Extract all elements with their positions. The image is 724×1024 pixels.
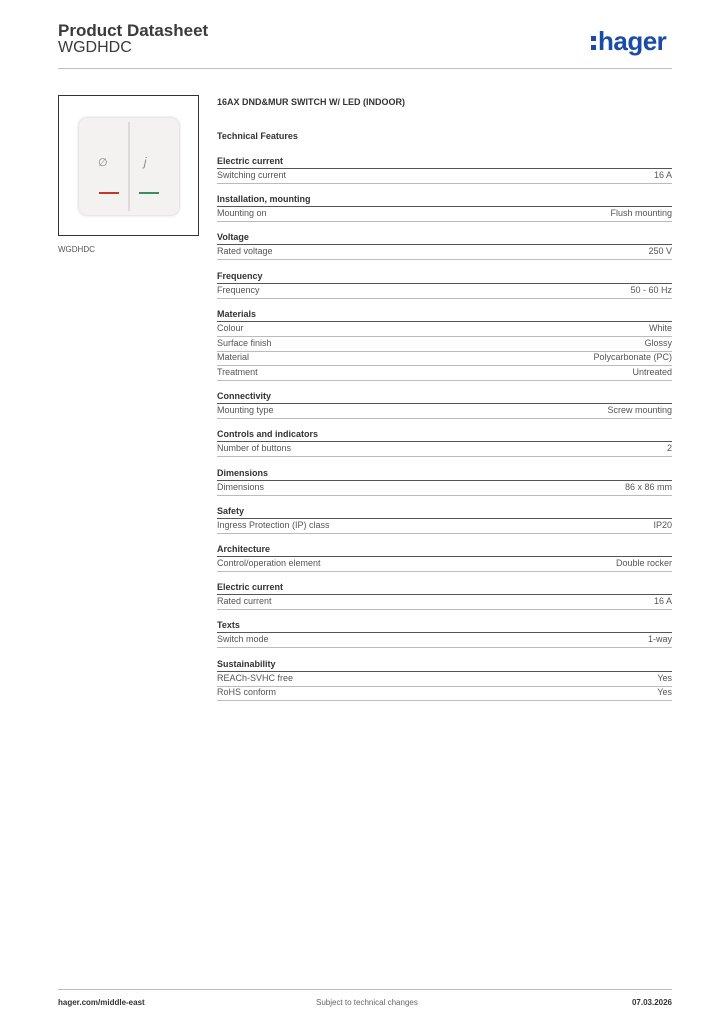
spec-label: Mounting on	[217, 208, 267, 219]
spec-group-title: Electric current	[217, 156, 284, 166]
spec-label: REACh-SVHC free	[217, 672, 294, 683]
spec-label: Treatment	[217, 366, 258, 377]
rocker-divider	[128, 122, 130, 211]
spec-row-divider	[217, 609, 672, 610]
image-caption: WGDHDC	[58, 245, 95, 254]
hager-logo	[591, 27, 666, 55]
page-title: Product Datasheet	[58, 21, 209, 40]
spec-label: Colour	[217, 322, 244, 333]
spec-row-divider	[217, 456, 672, 457]
spec-value: Yes	[657, 687, 672, 698]
spec-group-title: Voltage	[217, 232, 249, 243]
spec-value: Double rocker	[615, 557, 672, 568]
spec-row	[217, 352, 672, 366]
spec-label: Mounting type	[217, 405, 274, 416]
spec-group-divider	[217, 441, 672, 442]
spec-row	[217, 246, 672, 260]
footer-date: 07.03.2026	[631, 998, 672, 1007]
spec-label: RoHS conform	[217, 687, 277, 698]
do-not-disturb-icon: ∅	[98, 157, 108, 169]
spec-group-title: Installation, mounting	[217, 194, 311, 205]
spec-group-title: Texts	[217, 620, 240, 631]
spec-group-divider	[217, 244, 672, 245]
spec-value: 2	[666, 443, 672, 454]
spec-group-title: Sustainability	[217, 658, 276, 669]
spec-row-divider	[217, 298, 672, 299]
spec-row	[217, 482, 672, 496]
spec-group-title: Connectivity	[217, 391, 272, 402]
spec-row-divider	[217, 221, 672, 222]
spec-value: Glossy	[644, 337, 672, 348]
spec-label: Frequency	[217, 284, 260, 295]
spec-label: Control/operation element	[217, 557, 321, 568]
spec-group-divider	[217, 321, 672, 322]
spec-group-divider	[217, 632, 672, 633]
spec-row-divider	[217, 418, 672, 419]
red-led-indicator	[99, 192, 119, 194]
spec-row-divider	[217, 571, 672, 572]
spec-row-divider	[217, 647, 672, 648]
product-name: 16AX DND&MUR SWITCH W/ LED (INDOOR)	[217, 97, 405, 107]
spec-row	[217, 170, 672, 184]
spec-row-divider	[217, 700, 672, 701]
logo-colon-icon	[591, 31, 596, 51]
technical-features-title: Technical Features	[217, 131, 298, 141]
spec-group-divider	[217, 403, 672, 404]
spec-value: Polycarbonate (PC)	[593, 352, 672, 363]
spec-group-divider	[217, 283, 672, 284]
footer-divider	[58, 989, 672, 990]
spec-value: White	[648, 322, 672, 333]
product-code: WGDHDC	[58, 39, 132, 56]
spec-value: Screw mounting	[607, 405, 672, 416]
spec-group-title: Materials	[217, 308, 257, 319]
spec-label: Material	[217, 352, 250, 363]
switch-plate-image	[79, 118, 179, 215]
spec-row	[217, 285, 672, 299]
logo-text: hager	[598, 26, 667, 56]
spec-row	[217, 443, 672, 457]
spec-row-divider	[217, 495, 672, 496]
spec-label: Rated voltage	[217, 246, 273, 257]
spec-group-divider	[217, 480, 672, 481]
footer-notice: Subject to technical changes	[316, 998, 418, 1007]
spec-row-divider	[217, 533, 672, 534]
spec-value: Untreated	[632, 366, 672, 377]
spec-label: Switch mode	[217, 634, 269, 645]
spec-label: Surface finish	[217, 337, 272, 348]
spec-row	[217, 687, 672, 701]
spec-group-title: Dimensions	[217, 467, 269, 478]
spec-group-title: Safety	[217, 505, 245, 516]
spec-value: Yes	[657, 672, 672, 683]
spec-group-divider	[217, 518, 672, 519]
spec-label: Ingress Protection (IP) class	[217, 519, 330, 530]
spec-label: Switching current	[217, 170, 287, 180]
spec-label: Dimensions	[217, 481, 265, 492]
spec-group-divider	[217, 168, 672, 169]
green-led-indicator	[139, 192, 159, 194]
make-up-room-icon: 𝑗	[143, 155, 147, 169]
spec-group-divider	[217, 206, 672, 207]
spec-group-divider	[217, 671, 672, 672]
spec-group-title: Controls and indicators	[217, 429, 319, 440]
spec-value: Flush mounting	[610, 208, 672, 219]
spec-value: 50 - 60 Hz	[630, 284, 672, 295]
spec-row	[217, 634, 672, 648]
spec-group-divider	[217, 594, 672, 595]
spec-row-divider	[217, 259, 672, 260]
spec-group-title: Architecture	[217, 543, 271, 554]
spec-row	[217, 673, 672, 687]
spec-row	[217, 367, 672, 381]
spec-value: 86 x 86 mm	[624, 481, 672, 492]
spec-group-title: Frequency	[217, 270, 263, 281]
spec-group-divider	[217, 556, 672, 557]
spec-row	[217, 520, 672, 534]
spec-row	[217, 405, 672, 419]
spec-row	[217, 338, 672, 352]
spec-value: 16 A	[653, 170, 672, 180]
spec-value: IP20	[653, 519, 672, 530]
product-image-frame	[58, 95, 199, 236]
footer-website-link[interactable]: hager.com/middle-east	[58, 998, 145, 1007]
spec-row-divider	[217, 183, 672, 184]
spec-row-divider	[217, 380, 672, 381]
spec-row	[217, 558, 672, 572]
spec-row	[217, 596, 672, 610]
spec-value: 16 A	[653, 596, 672, 607]
spec-value: 250 V	[648, 246, 672, 257]
spec-row	[217, 208, 672, 222]
spec-label: Rated current	[217, 596, 272, 607]
header-divider	[58, 68, 672, 69]
spec-group-title: Electric current	[217, 582, 284, 593]
spec-row	[217, 323, 672, 337]
spec-label: Number of buttons	[217, 443, 292, 454]
spec-value: 1-way	[647, 634, 672, 645]
